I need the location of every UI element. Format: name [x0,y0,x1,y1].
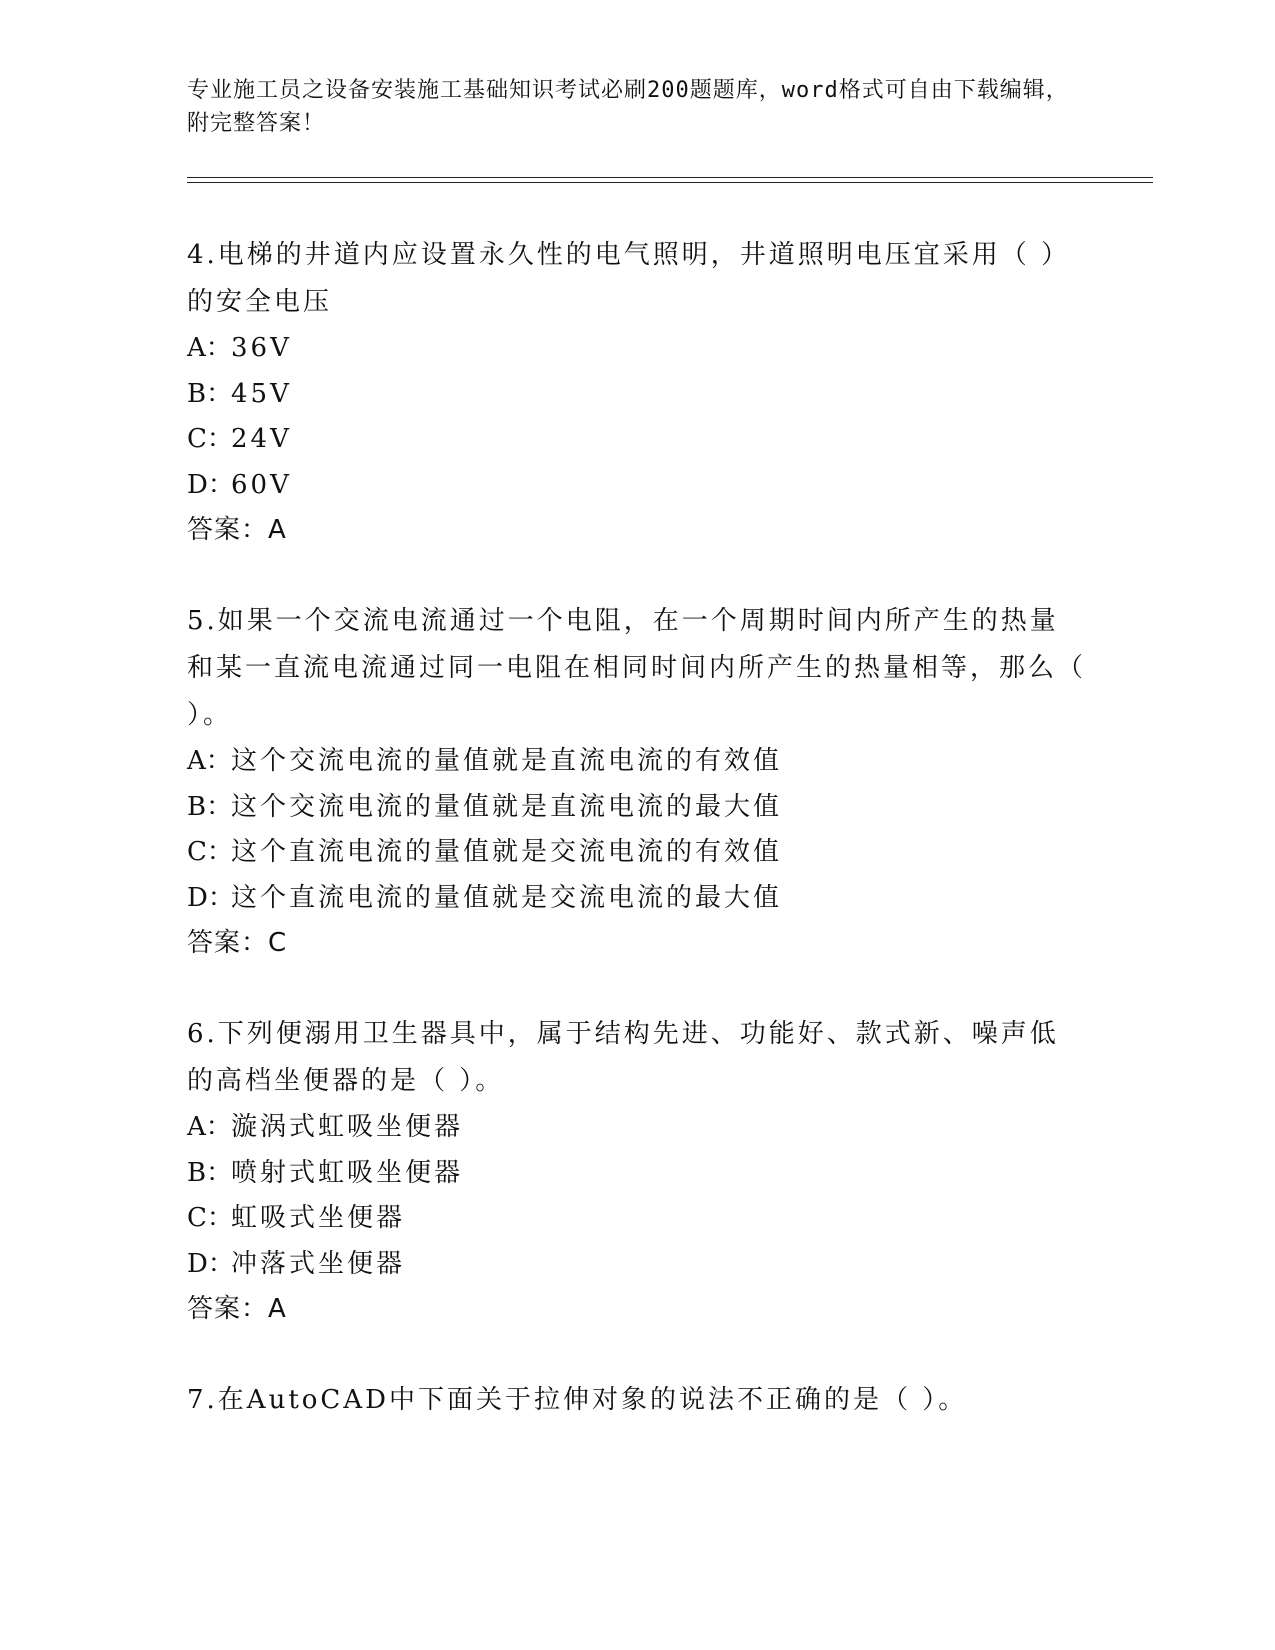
header-divider-bottom [187,182,1153,183]
option-letter: B： [187,1157,233,1188]
option-b [187,372,1087,418]
option-letter: D： [187,469,234,500]
option-letter: C： [187,424,233,454]
option-d [187,463,1087,509]
option-letter: A： [187,1112,232,1142]
document-header [187,74,1087,140]
option-letter: D： [187,1248,234,1279]
option-text: 这个交流电流的量值就是直流电流的最大值 [231,791,783,822]
question-stem: 6.下列便溺用卫生器具中，属于结构先进、功能好、款式新、噪声低的高档坐便器的是（ ）。 [187,1019,1059,1096]
option-a [187,739,1087,785]
answer-line: 答案：A [187,515,287,545]
answer-line: 答案：C [187,928,288,958]
option-text: 这个交流电流的量值就是直流电流的有效值 [231,746,783,776]
option-text: 虹吸式坐便器 [231,1203,406,1233]
option-b [187,1151,1087,1197]
question-list [187,232,1087,1469]
option-a [187,326,1087,372]
option-letter: A： [187,333,232,363]
option-letter: C： [187,837,233,867]
option-letter: B： [187,791,233,822]
option-d [187,1242,1087,1288]
option-text: 冲落式坐便器 [231,1248,406,1279]
question-stem: 7.在AutoCAD中下面关于拉伸对象的说法不正确的是（ ）。 [187,1385,968,1415]
question-4 [187,232,1087,553]
question-stem: 4.电梯的井道内应设置永久性的电气照明，井道照明电压宜采用（ ）的安全电压 [187,240,1071,317]
option-d [187,876,1087,922]
option-text: 45V [231,378,292,409]
option-text: 这个直流电流的量值就是交流电流的有效值 [231,837,783,867]
option-text: 漩涡式虹吸坐便器 [231,1112,464,1142]
option-text: 60V [231,469,292,500]
question-5 [187,598,1087,966]
option-c [187,830,1087,876]
option-b [187,785,1087,831]
option-a [187,1105,1087,1151]
option-letter: A： [187,746,232,776]
question-7 [187,1377,1087,1424]
option-letter: D： [187,882,234,913]
answer-line: 答案：A [187,1294,287,1324]
option-c [187,417,1087,463]
option-text: 喷射式虹吸坐便器 [231,1157,464,1188]
question-stem: 5.如果一个交流电流通过一个电阻，在一个周期时间内所产生的热量和某一直流电流通过同一电阻在相同时间内所产生的热量相等，那么（ ）。 [187,606,1087,730]
header-title: 专业施工员之设备安装施工基础知识考试必刷200题题库，word格式可自由下载编辑，附完整答案！ [187,78,1069,136]
option-letter: B： [187,378,233,409]
option-text: 36V [231,333,292,363]
question-6 [187,1011,1087,1332]
option-text: 24V [231,424,292,454]
option-text: 这个直流电流的量值就是交流电流的最大值 [231,882,783,913]
option-letter: C： [187,1203,233,1233]
header-divider-top [187,177,1153,178]
option-c [187,1196,1087,1242]
